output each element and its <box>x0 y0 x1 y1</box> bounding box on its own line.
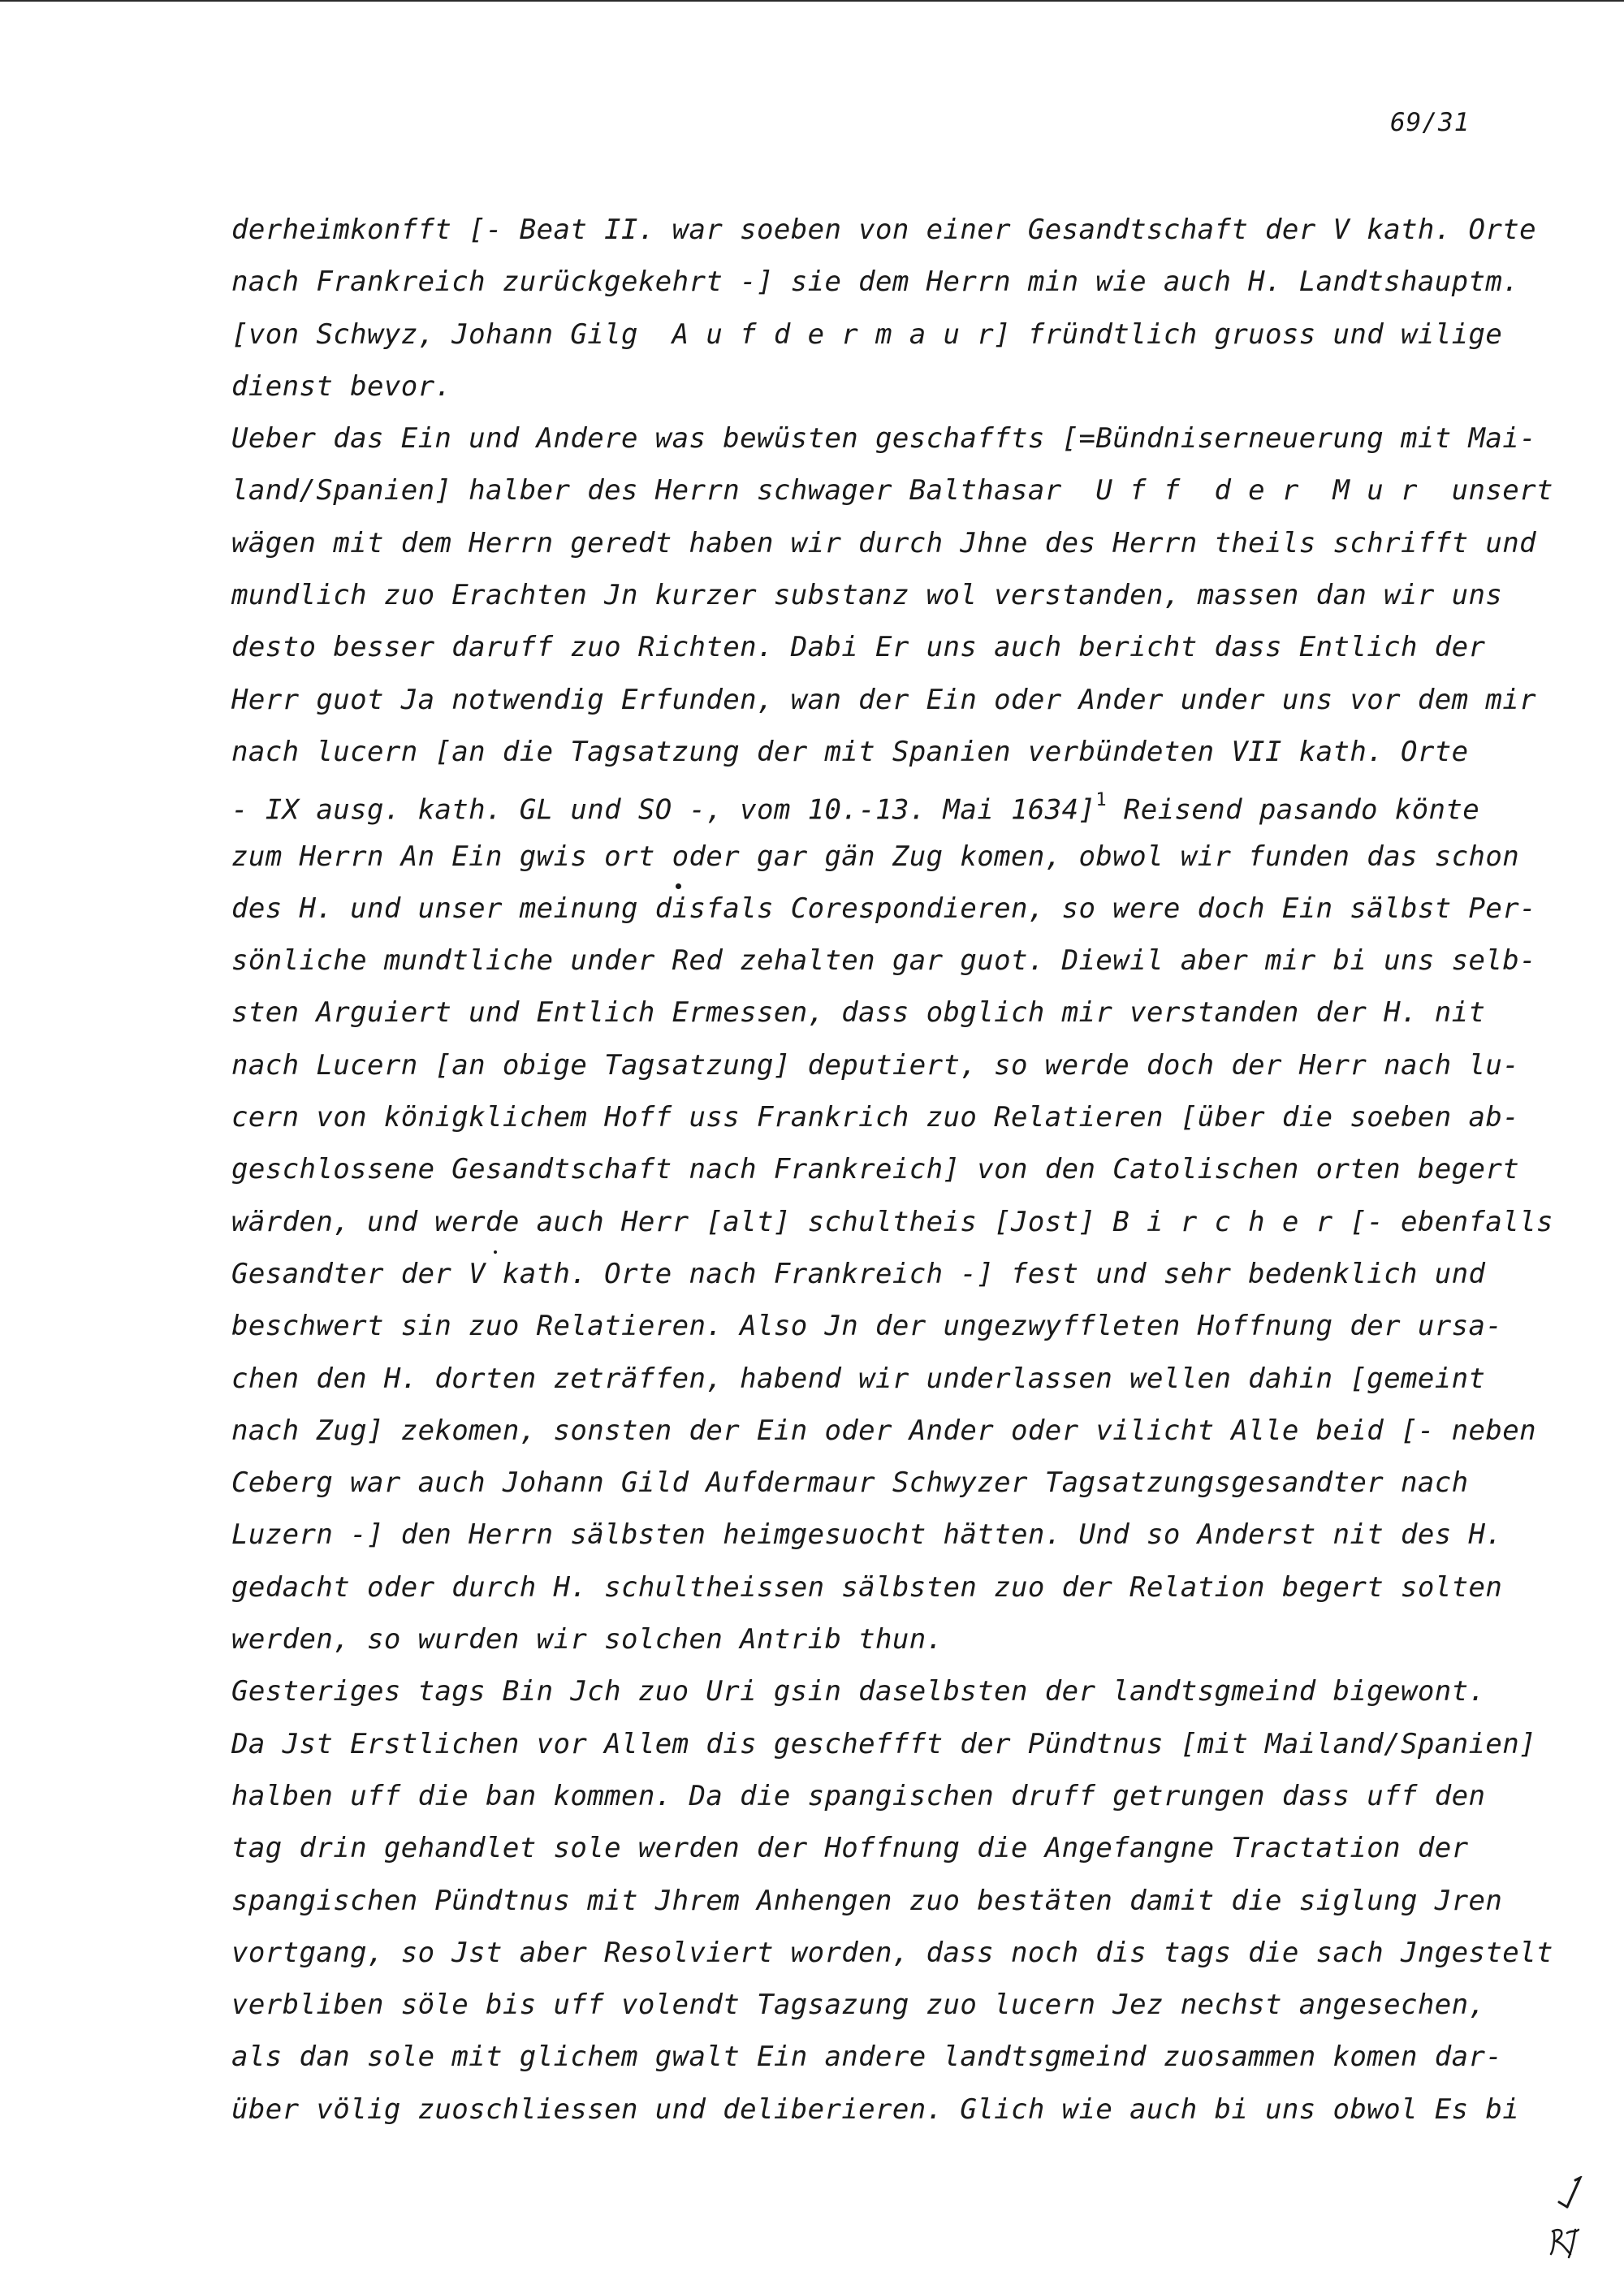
text-line <box>231 1718 1536 1770</box>
text-line-content: werden, so wurden wir solchen Antrib thun. <box>231 1623 944 1656</box>
handwritten-margin-mark <box>1535 2176 1600 2265</box>
text-line <box>231 2031 1531 2083</box>
text-line <box>231 1039 1531 1091</box>
text-line-content: sönliche mundtliche under Red zehalten gar guot. Diewil aber mir bi uns selb- <box>231 944 1536 978</box>
text-line <box>231 412 1536 464</box>
text-line <box>231 309 1531 361</box>
text-line <box>231 621 1531 673</box>
ink-dot <box>676 883 681 889</box>
text-line <box>231 1770 1531 1822</box>
text-line-content: tag drin gehandlet sole werden der Hoffnung die Angefangne Tractation der <box>231 1832 1469 1865</box>
text-line-content: dienst bevor. <box>231 369 452 403</box>
text-line <box>231 883 1536 935</box>
text-line <box>231 1353 1531 1405</box>
page-number: 69/31 <box>1390 108 1471 137</box>
text-line-content: zum Herrn An Ein gwis ort oder gar gän Zug komen, obwol wir funden das schon <box>231 840 1520 873</box>
text-line-content: als dan sole mit glichem gwalt Ein andere landtsgmeind zuosammen komen dar- <box>231 2041 1503 2074</box>
text-line <box>231 2084 1531 2136</box>
text-line-content: mundlich zuo Erachten Jn kurzer substanz wol verstanden, massen dan wir uns <box>231 579 1503 612</box>
text-line-content: [von Schwyz, Johann Gilg A u f d e r m a u r] fründtlich gruoss und wilige <box>231 317 1503 351</box>
text-line-content: des H. und unser meinung disfals Corespondieren, so were doch Ein sälbst Per- <box>231 892 1536 925</box>
text-line-content: nach Zug] zekomen, sonsten der Ein oder Ander oder vilicht Alle beid [- neben <box>231 1414 1536 1447</box>
document-body <box>231 204 1553 2136</box>
top-edge-rule <box>0 0 1624 2</box>
text-line-content: gedacht oder durch H. schultheissen sälbsten zuo der Relation begert solten <box>231 1570 1503 1604</box>
text-line-content: geschlossene Gesandtschaft nach Frankreich] von den Catolischen orten begert <box>231 1153 1520 1186</box>
text-line-content: derheimkonfft [- Beat II. war soeben von einer Gesandtschaft der V kath. Orte <box>231 214 1536 246</box>
text-line-content: Herr guot Ja notwendig Erfunden, wan der Ein oder Ander under uns vor dem mir <box>231 683 1536 716</box>
text-line-content: verbliben söle bis uff volendt Tagsazung zuo lucern Jez nechst angesechen, <box>231 1989 1486 2022</box>
text-line-content: chen den H. dorten zeträffen, habend wir underlassen wellen dahin [gemeint <box>231 1362 1486 1395</box>
text-line-content: über völig zuoschliessen und deliberieren. Glich wie auch bi uns obwol Es bi <box>231 2092 1520 2126</box>
text-line-continuation: Reisend pasando könte <box>1107 793 1480 827</box>
text-line <box>231 1091 1531 1143</box>
text-line <box>231 1665 1531 1717</box>
text-line-content: Ceberg war auch Johann Gild Aufdermaur Schwyzer Tagsatzungsgesandter nach <box>231 1466 1469 1500</box>
text-line-content: nach lucern [an die Tagsatzung der mit Spanien verbündeten VII kath. Orte <box>231 735 1469 768</box>
text-line-content: Da Jst Erstlichen vor Allem dis gescheffft der Pündtnus [mit Mailand/Spanien] <box>231 1727 1536 1760</box>
text-line-content: vortgang, so Jst aber Resolviert worden, dass noch dis tags die sach Jngestelt <box>231 1936 1553 1969</box>
text-line <box>231 726 1531 778</box>
text-line-content: spangischen Pündtnus mit Jhrem Anhengen zuo bestäten damit die siglung Jren <box>231 1884 1503 1917</box>
footnote-marker: 1 <box>1095 790 1108 811</box>
text-line <box>231 1613 1531 1665</box>
text-line-content: - IX ausg. kath. GL und SO -, vom 10.-13. Mai 1634] <box>231 793 1096 827</box>
text-line-content: nach Lucern [an obige Tagsatzung] deputiert, so werde doch der Herr nach lu- <box>231 1048 1520 1082</box>
text-line-content: wägen mit dem Herrn geredt haben wir durch Jhne des Herrn theils schrifft und <box>231 526 1536 559</box>
text-line <box>231 1561 1531 1613</box>
ink-dot <box>494 1250 497 1254</box>
text-line <box>231 1405 1536 1457</box>
text-line <box>231 1300 1531 1352</box>
text-line <box>231 1979 1531 2031</box>
text-line-content: halben uff die ban kommen. Da die spangischen druff getrungen dass uff den <box>231 1779 1486 1812</box>
text-line <box>231 1822 1531 1874</box>
text-line <box>231 935 1536 987</box>
text-line-content: beschwert sin zuo Relatieren. Also Jn der ungezwyffleten Hoffnung der ursa- <box>231 1310 1503 1343</box>
text-line-content: cern von königklichem Hoff uss Frankrich zuo Relatieren [über die soeben ab- <box>231 1101 1520 1134</box>
text-line-content: Luzern -] den Herrn sälbsten heimgesuocht hätten. Und so Anderst nit des H. <box>231 1518 1503 1552</box>
text-line-content: land/Spanien] halber des Herrn schwager Balthasar U f f d e r M u r unsert <box>231 474 1553 507</box>
text-line <box>231 517 1536 569</box>
text-line <box>231 204 1536 256</box>
text-line-content: nach Frankreich zurückgekehrt -] sie dem Herrn min wie auch H. Landtshauptm. <box>231 266 1520 299</box>
text-line-content: Ueber das Ein und Andere was bewüsten geschaffts [=Bündniserneuerung mit Mai- <box>231 422 1536 456</box>
text-line-content: Gesandter der V kath. Orte nach Frankreich -] fest und sehr bedenklich und <box>231 1257 1486 1290</box>
text-line <box>231 569 1531 621</box>
text-line-content: desto besser daruff zuo Richten. Dabi Er uns auch bericht dass Entlich der <box>231 631 1486 664</box>
text-line <box>231 1875 1531 1927</box>
text-line <box>231 1143 1531 1195</box>
text-line <box>231 987 1531 1039</box>
text-line <box>231 464 1553 516</box>
text-line <box>231 1196 1553 1248</box>
text-line-content: sten Arguiert und Entlich Ermessen, dass obglich mir verstanden der H. nit <box>231 996 1486 1030</box>
text-line <box>231 256 1531 308</box>
text-line <box>231 1509 1531 1561</box>
text-line <box>231 674 1536 726</box>
text-line-content: Gesteriges tags Bin Jch zuo Uri gsin daselbsten der landtsgmeind bigewont. <box>231 1675 1486 1708</box>
text-line <box>231 361 1531 412</box>
text-line <box>231 831 1531 883</box>
text-line-content: wärden, und werde auch Herr [alt] schultheis [Jost] B i r c h e r [- ebenfalls <box>231 1205 1553 1238</box>
text-line <box>231 1927 1553 1979</box>
text-line <box>231 1457 1531 1509</box>
text-line <box>231 778 1531 830</box>
text-line <box>231 1248 1531 1300</box>
